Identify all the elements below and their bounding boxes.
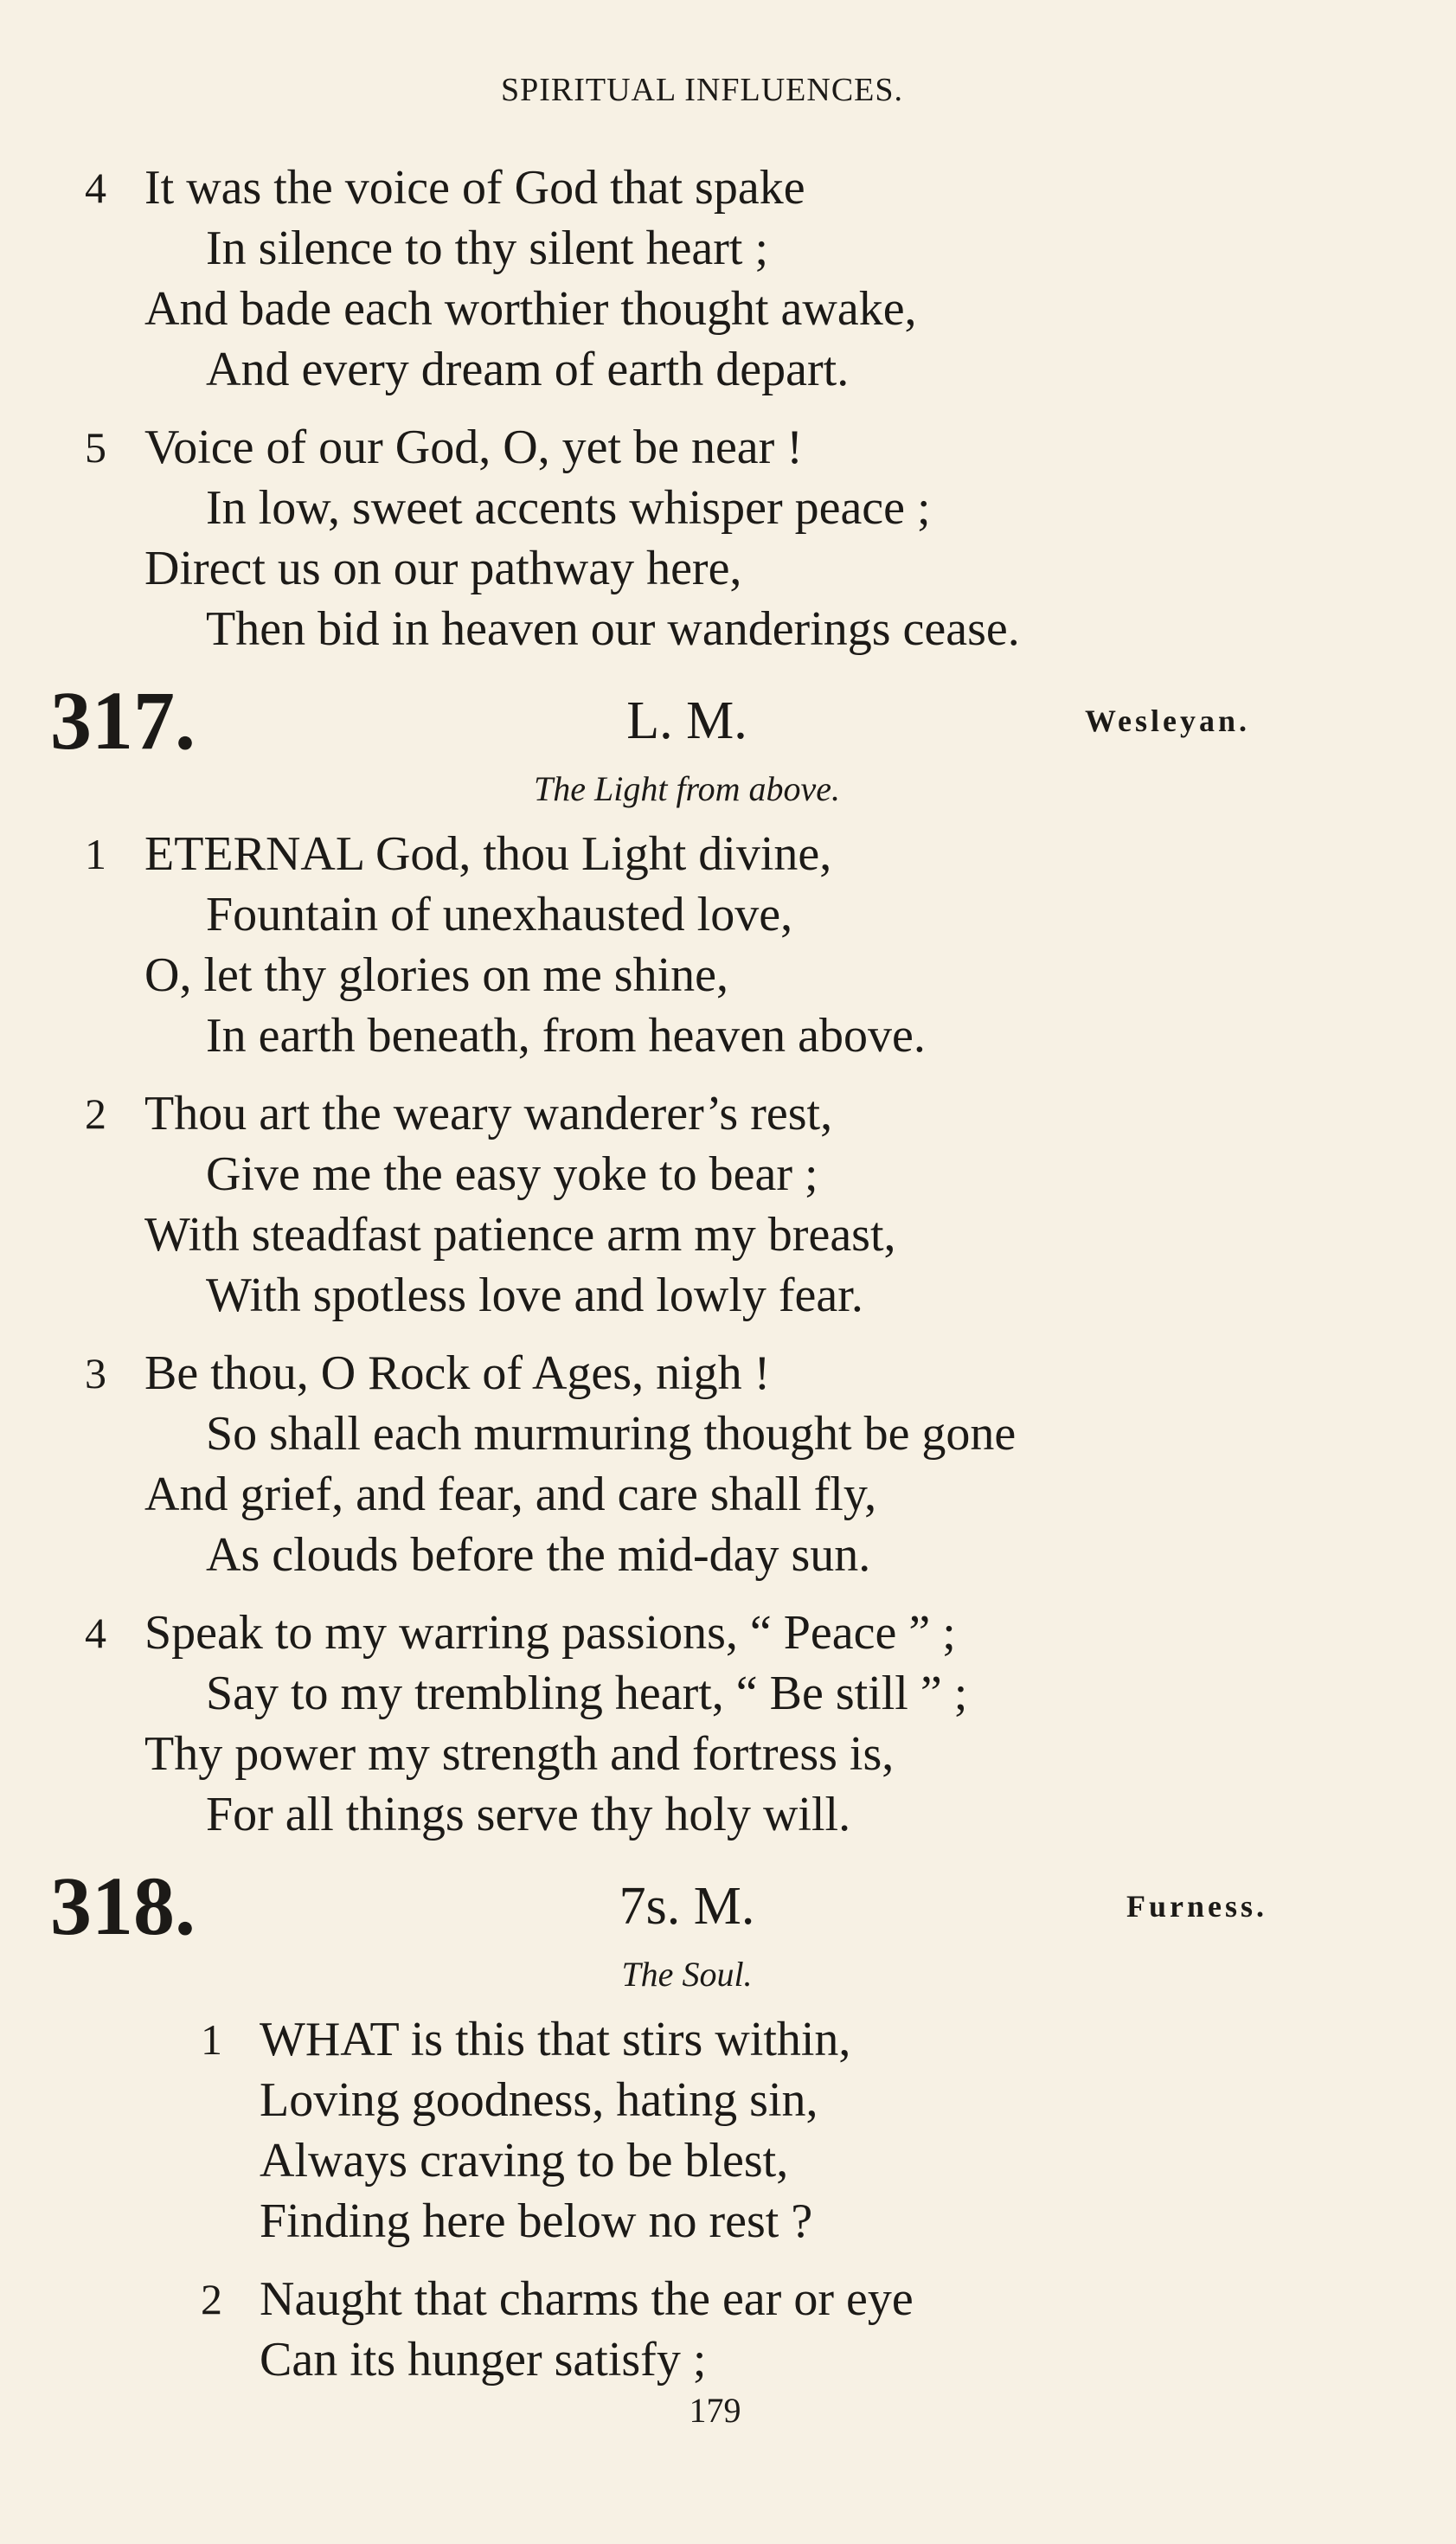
verse-line: Give me the easy yoke to bear ; bbox=[206, 1147, 818, 1201]
verse-number: 2 bbox=[85, 1089, 106, 1138]
verse-line: O, let thy glories on me shine, bbox=[144, 948, 729, 1002]
verse-number: 2 bbox=[201, 2275, 222, 2323]
verse-line: Loving goodness, hating sin, bbox=[260, 2073, 818, 2127]
verse-line: Voice of our God, O, yet be near ! bbox=[144, 421, 803, 474]
hymn-heading bbox=[0, 673, 1456, 768]
verse-line: Speak to my warring passions, “ Peace ” ; bbox=[144, 1606, 956, 1660]
verse-line: As clouds before the mid-day sun. bbox=[206, 1528, 871, 1582]
verse-line: Then bid in heaven our wanderings cease. bbox=[206, 602, 1020, 656]
verse-line: Can its hunger satisfy ; bbox=[260, 2333, 707, 2387]
hymn-number: 318. bbox=[50, 1860, 196, 1952]
verse-line: Say to my trembling heart, “ Be still ” ; bbox=[206, 1667, 968, 1720]
hymn-heading bbox=[0, 1859, 1456, 1954]
hymn-subtitle: The Soul. bbox=[621, 1955, 753, 1994]
page-number: 179 bbox=[689, 2391, 741, 2430]
verse-line: Naught that charms the ear or eye bbox=[260, 2272, 914, 2326]
running-header: SPIRITUAL INFLUENCES. bbox=[500, 72, 904, 108]
verse-number: 1 bbox=[201, 2015, 222, 2064]
verse-number: 3 bbox=[85, 1349, 106, 1397]
verse-line: Thy power my strength and fortress is, bbox=[144, 1727, 895, 1781]
verse-line: Always craving to be blest, bbox=[260, 2134, 789, 2187]
verse-line: WHAT is this that stirs within, bbox=[260, 2013, 851, 2066]
verse-line: And every dream of earth depart. bbox=[206, 343, 850, 396]
verse-line: Direct us on our pathway here, bbox=[144, 542, 742, 595]
verse-line: For all things serve thy holy will. bbox=[206, 1788, 851, 1841]
verse-line: In silence to thy silent heart ; bbox=[206, 222, 769, 275]
hymn-meter: L. M. bbox=[626, 691, 747, 750]
verse-line: Fountain of unexhausted love, bbox=[206, 888, 793, 941]
verse-line: In low, sweet accents whisper peace ; bbox=[206, 481, 931, 535]
verse-number: 4 bbox=[85, 164, 106, 212]
hymn-composer: Wesleyan. bbox=[1085, 703, 1251, 738]
verse-number: 4 bbox=[85, 1609, 106, 1657]
verse-line: Finding here below no rest ? bbox=[260, 2194, 813, 2248]
verse-line: With steadfast patience arm my breast, bbox=[144, 1208, 896, 1262]
verse-line: And grief, and fear, and care shall fly, bbox=[144, 1468, 877, 1521]
verse-line: Be thou, O Rock of Ages, nigh ! bbox=[144, 1346, 771, 1400]
verse-line: In earth beneath, from heaven above. bbox=[206, 1009, 926, 1063]
hymn-composer: Furness. bbox=[1126, 1889, 1268, 1924]
verse-line: ETERNAL God, thou Light divine, bbox=[144, 827, 832, 881]
verse-line: With spotless love and lowly fear. bbox=[206, 1269, 863, 1322]
hymn-meter: 7s. M. bbox=[619, 1877, 755, 1936]
verse-line: And bade each worthier thought awake, bbox=[144, 282, 917, 336]
verse-number: 1 bbox=[85, 830, 106, 878]
verse-number: 5 bbox=[85, 423, 106, 472]
verse-line: It was the voice of God that spake bbox=[144, 161, 805, 215]
verse-line: Thou art the weary wanderer’s rest, bbox=[144, 1087, 833, 1140]
hymn-subtitle: The Light from above. bbox=[533, 769, 841, 808]
verse-line: So shall each murmuring thought be gone bbox=[206, 1407, 1017, 1461]
hymn-number: 317. bbox=[50, 674, 196, 767]
